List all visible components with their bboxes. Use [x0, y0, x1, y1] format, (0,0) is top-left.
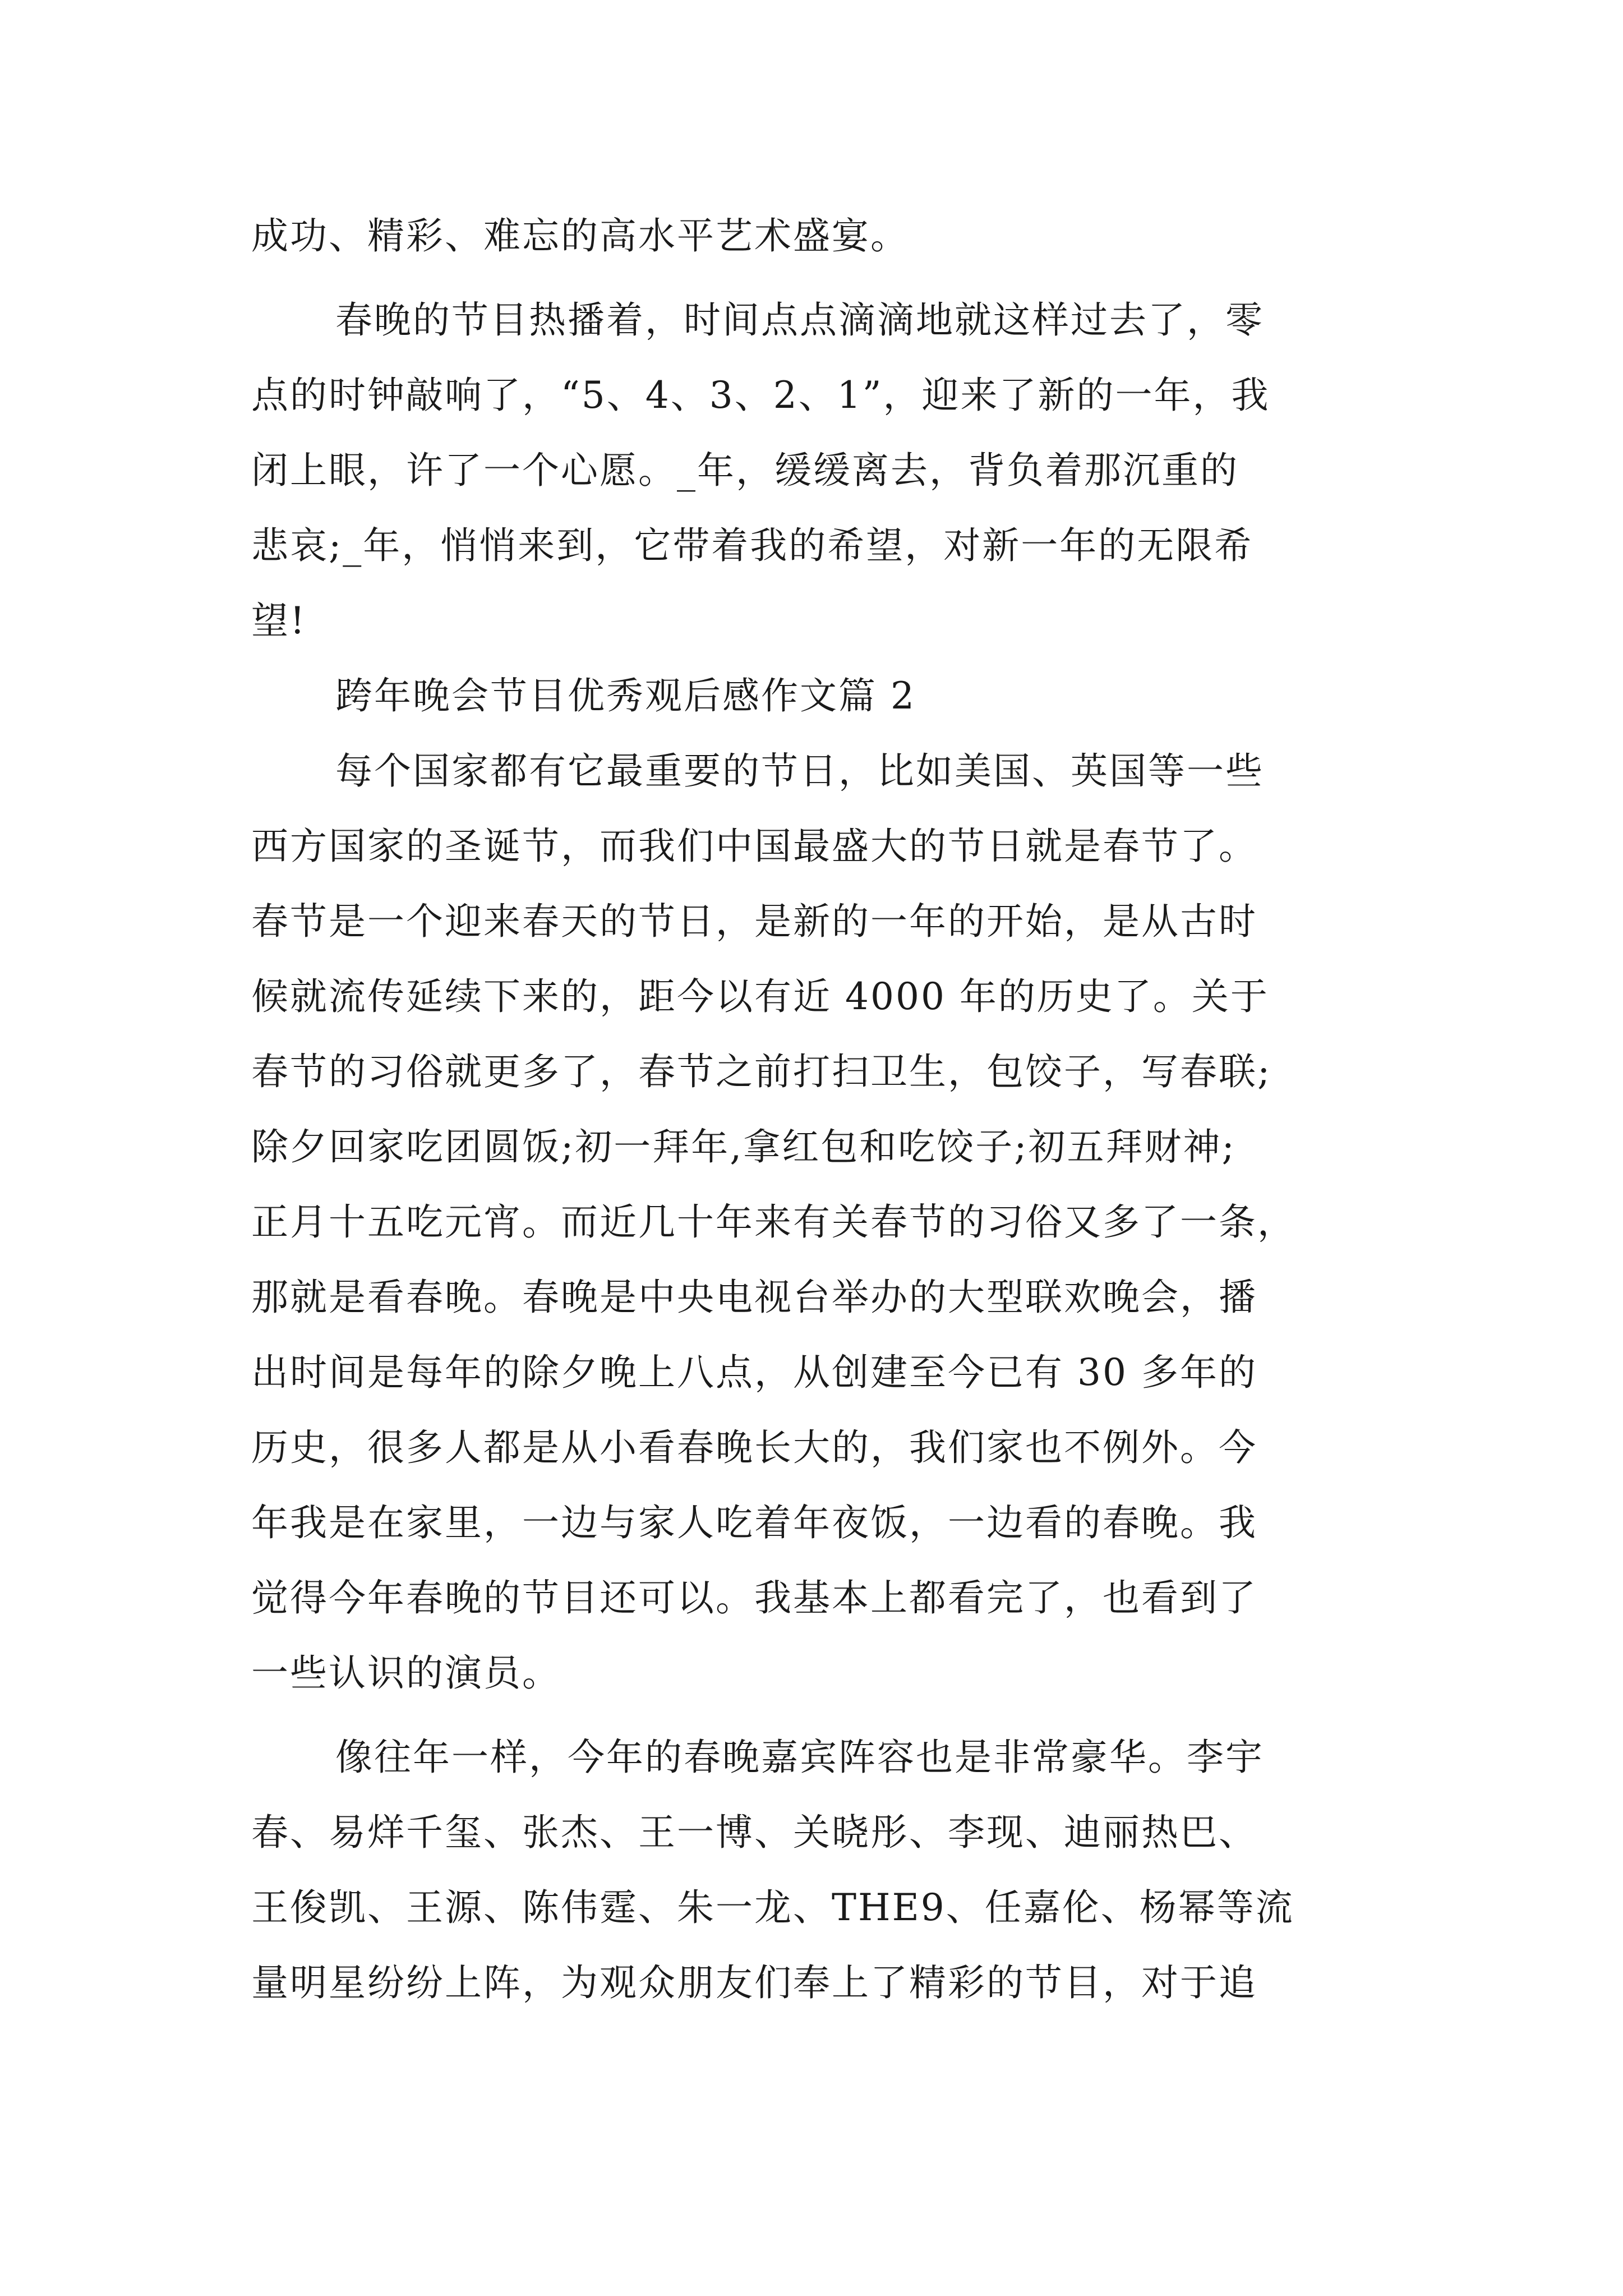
text-line: 西方国家的圣诞节，而我们中国最盛大的节日就是春节了。 — [251, 825, 1257, 868]
text-line: 一些认识的演员。 — [251, 1651, 561, 1695]
section-heading: 跨年晚会节目优秀观后感作文篇 2 — [335, 674, 916, 717]
text-line: 正月十五吃元宵。而近几十年来有关春节的习俗又多了一条， — [251, 1200, 1296, 1244]
text-line: 那就是看春晚。春晚是中央电视台举办的大型联欢晚会，播 — [251, 1276, 1257, 1319]
text-line: 望! — [251, 599, 307, 642]
text-line: 春、易烊千玺、张杰、王一博、关晓彤、李现、迪丽热巴、 — [251, 1811, 1257, 1854]
text-line: 像往年一样，今年的春晚嘉宾阵容也是非常豪华。李宇 — [335, 1736, 1264, 1779]
text-line: 除夕回家吃团圆饭;初一拜年,拿红包和吃饺子;初五拜财神; — [251, 1125, 1236, 1168]
text-line: 春节的习俗就更多了，春节之前打扫卫生，包饺子，写春联; — [251, 1050, 1272, 1093]
text-line: 候就流传延续下来的，距今以有近 4000 年的历史了。关于 — [251, 975, 1269, 1018]
text-line: 点的时钟敲响了，“5、4、3、2、1”，迎来了新的一年，我 — [251, 374, 1270, 417]
text-line: 量明星纷纷上阵，为观众朋友们奉上了精彩的节目，对于追 — [251, 1961, 1257, 2004]
text-line: 年我是在家里，一边与家人吃着年夜饭，一边看的春晚。我 — [251, 1501, 1257, 1544]
text-line: 觉得今年春晚的节目还可以。我基本上都看完了，也看到了 — [251, 1576, 1257, 1619]
text-line: 春节是一个迎来春天的节日，是新的一年的开始，是从古时 — [251, 900, 1257, 943]
text-line: 悲哀;_年，悄悄来到，它带着我的希望，对新一年的无限希 — [251, 524, 1253, 567]
text-line: 每个国家都有它最重要的节日，比如美国、英国等一些 — [335, 749, 1264, 793]
text-line: 出时间是每年的除夕晚上八点，从创建至今已有 30 多年的 — [251, 1351, 1257, 1394]
text-line: 闭上眼，许了一个心愿。_年，缓缓离去，背负着那沉重的 — [251, 449, 1239, 492]
text-line: 历史，很多人都是从小看春晚长大的，我们家也不例外。今 — [251, 1426, 1257, 1469]
text-line: 春晚的节目热播着，时间点点滴滴地就这样过去了，零 — [335, 298, 1264, 342]
text-line: 成功、精彩、难忘的高水平艺术盛宴。 — [251, 214, 909, 257]
text-line: 王俊凯、王源、陈伟霆、朱一龙、THE9、任嘉伦、杨幂等流 — [251, 1886, 1294, 1929]
